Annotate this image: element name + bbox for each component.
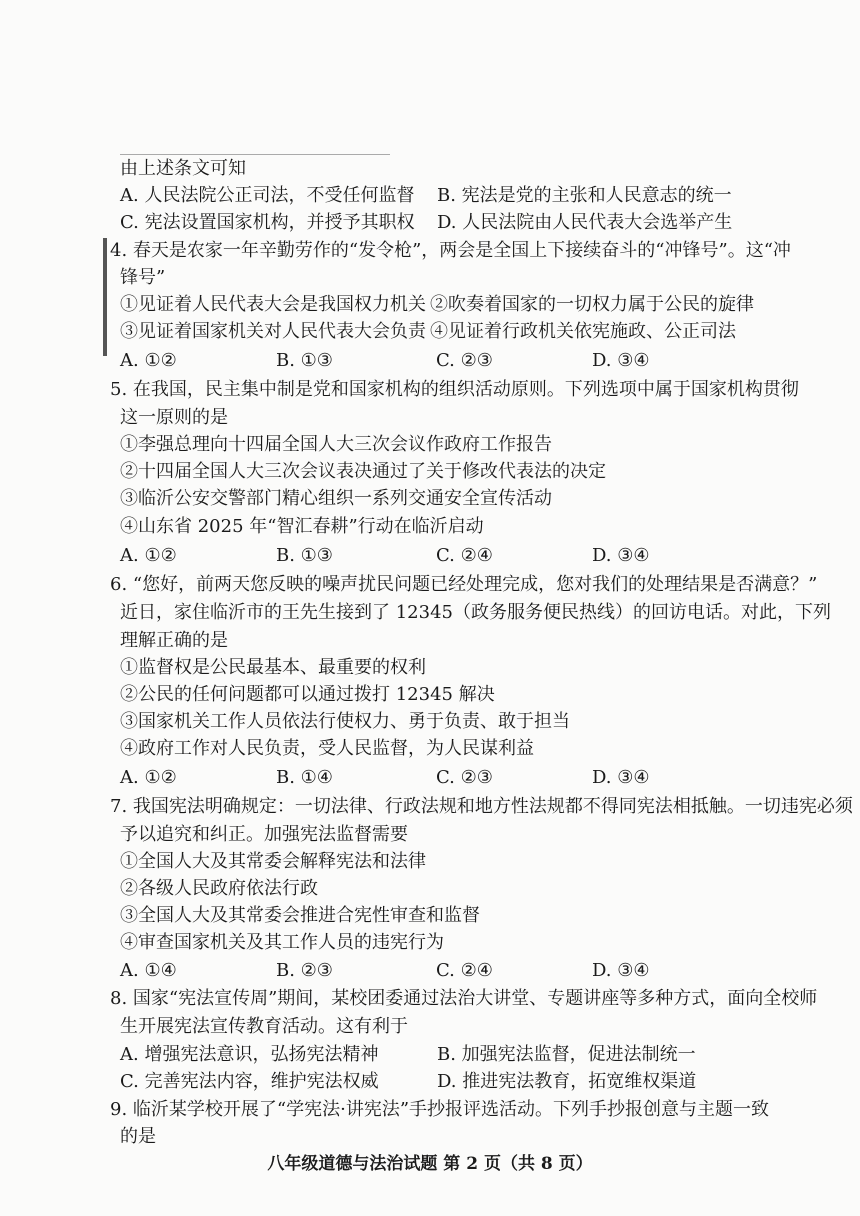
q5-option-a[interactable]: A. ①② [120,545,177,566]
q6-statement-1: ①监督权是公民最基本、最重要的权利 [120,657,426,678]
q9-stem-line1: 9. 临沂某学校开展了“学宪法·讲宪法”手抄报评选活动。下列手抄报创意与主题一致 [110,1099,770,1120]
q6-option-b[interactable]: B. ①④ [276,767,333,788]
q5-statement-3: ③临沂公安交警部门精心组织一系列交通安全宣传活动 [120,488,552,509]
q4-option-c[interactable]: C. ②③ [436,350,493,371]
q6-stem-line3: 理解正确的是 [120,630,228,651]
q4-stem-line1: 4. 春天是农家一年辛勤劳作的“发令枪”，两会是全国上下接续奋斗的“冲锋号”。这“冲 [110,240,791,261]
q3-option-d[interactable]: D. 人民法院由人民代表大会选举产生 [437,212,733,233]
scan-mark-line [120,154,390,155]
q8-stem-line1: 8. 国家“宪法宣传周”期间，某校团委通过法治大讲堂、专题讲座等多种方式，面向全校师 [110,988,818,1009]
q3-stem: 由上述条文可知 [120,158,246,179]
q7-stem-line2: 予以追究和纠正。加强宪法监督需要 [120,824,408,845]
q9-stem-line2: 的是 [120,1126,156,1147]
q4-option-b[interactable]: B. ①③ [276,350,333,371]
q5-stem-line2: 这一原则的是 [120,407,228,428]
q4-option-d[interactable]: D. ③④ [592,350,650,371]
q7-statement-3: ③全国人大及其常委会推进合宪性审查和监督 [120,905,480,926]
q4-statement-3: ③见证着国家机关对人民代表大会负责 [120,321,426,342]
q3-option-b[interactable]: B. 宪法是党的主张和人民意志的统一 [437,185,732,206]
q6-statement-2: ②公民的任何问题都可以通过拨打 12345 解决 [120,684,495,705]
q7-statement-2: ②各级人民政府依法行政 [120,878,318,899]
q5-option-d[interactable]: D. ③④ [592,545,650,566]
q6-stem-line1: 6. “您好，前两天您反映的噪声扰民问题已经处理完成，您对我们的处理结果是否满意？” [110,574,818,595]
q6-stem-line2: 近日，家住临沂市的王先生接到了 12345（政务服务便民热线）的回访电话。对此，下列 [120,602,831,623]
q6-option-a[interactable]: A. ①② [120,767,177,788]
q7-option-d[interactable]: D. ③④ [592,960,650,981]
q4-option-a[interactable]: A. ①② [120,350,177,371]
q6-statement-3: ③国家机关工作人员依法行使权力、勇于负责、敢于担当 [120,711,570,732]
q5-stem-line1: 5. 在我国，民主集中制是党和国家机构的组织活动原则。下列选项中属于国家机构贯彻 [110,379,799,400]
q7-option-b[interactable]: B. ②③ [276,960,333,981]
q4-stem-line2: 锋号” [120,267,166,288]
q7-stem-line1: 7. 我国宪法明确规定：一切法律、行政法规和地方性法规都不得同宪法相抵触。一切违宪必须 [110,796,853,817]
q4-statement-1: ①见证着人民代表大会是我国权力机关 [120,294,426,315]
q5-option-b[interactable]: B. ①③ [276,545,333,566]
q6-option-c[interactable]: C. ②③ [436,767,493,788]
q4-statement-2: ②吹奏着国家的一切权力属于公民的旋律 [430,294,754,315]
page-footer: 八年级道德与法治试题 第 2 页（共 8 页） [267,1154,593,1174]
q7-statement-1: ①全国人大及其常委会解释宪法和法律 [120,851,426,872]
q6-statement-4: ④政府工作对人民负责，受人民监督，为人民谋利益 [120,738,534,759]
margin-rule [103,238,107,356]
q8-option-c[interactable]: C. 完善宪法内容，维护宪法权威 [120,1071,379,1092]
q5-statement-1: ①李强总理向十四届全国人大三次会议作政府工作报告 [120,434,552,455]
q8-stem-line2: 生开展宪法宣传教育活动。这有利于 [120,1016,408,1037]
q5-statement-2: ②十四届全国人大三次会议表决通过了关于修改代表法的决定 [120,461,606,482]
q8-option-d[interactable]: D. 推进宪法教育，拓宽维权渠道 [437,1071,697,1092]
q7-statement-4: ④审查国家机关及其工作人员的违宪行为 [120,932,444,953]
q7-option-c[interactable]: C. ②④ [436,960,493,981]
q3-option-a[interactable]: A. 人民法院公正司法，不受任何监督 [120,185,415,206]
q6-option-d[interactable]: D. ③④ [592,767,650,788]
q5-statement-4: ④山东省 2025 年“智汇春耕”行动在临沂启动 [120,516,484,537]
q8-option-b[interactable]: B. 加强宪法监督，促进法制统一 [437,1044,696,1065]
q3-option-c[interactable]: C. 宪法设置国家机构，并授予其职权 [120,212,415,233]
q7-option-a[interactable]: A. ①④ [120,960,177,981]
q5-option-c[interactable]: C. ②④ [436,545,493,566]
q4-statement-4: ④见证着行政机关依宪施政、公正司法 [430,321,736,342]
q8-option-a[interactable]: A. 增强宪法意识，弘扬宪法精神 [120,1044,379,1065]
